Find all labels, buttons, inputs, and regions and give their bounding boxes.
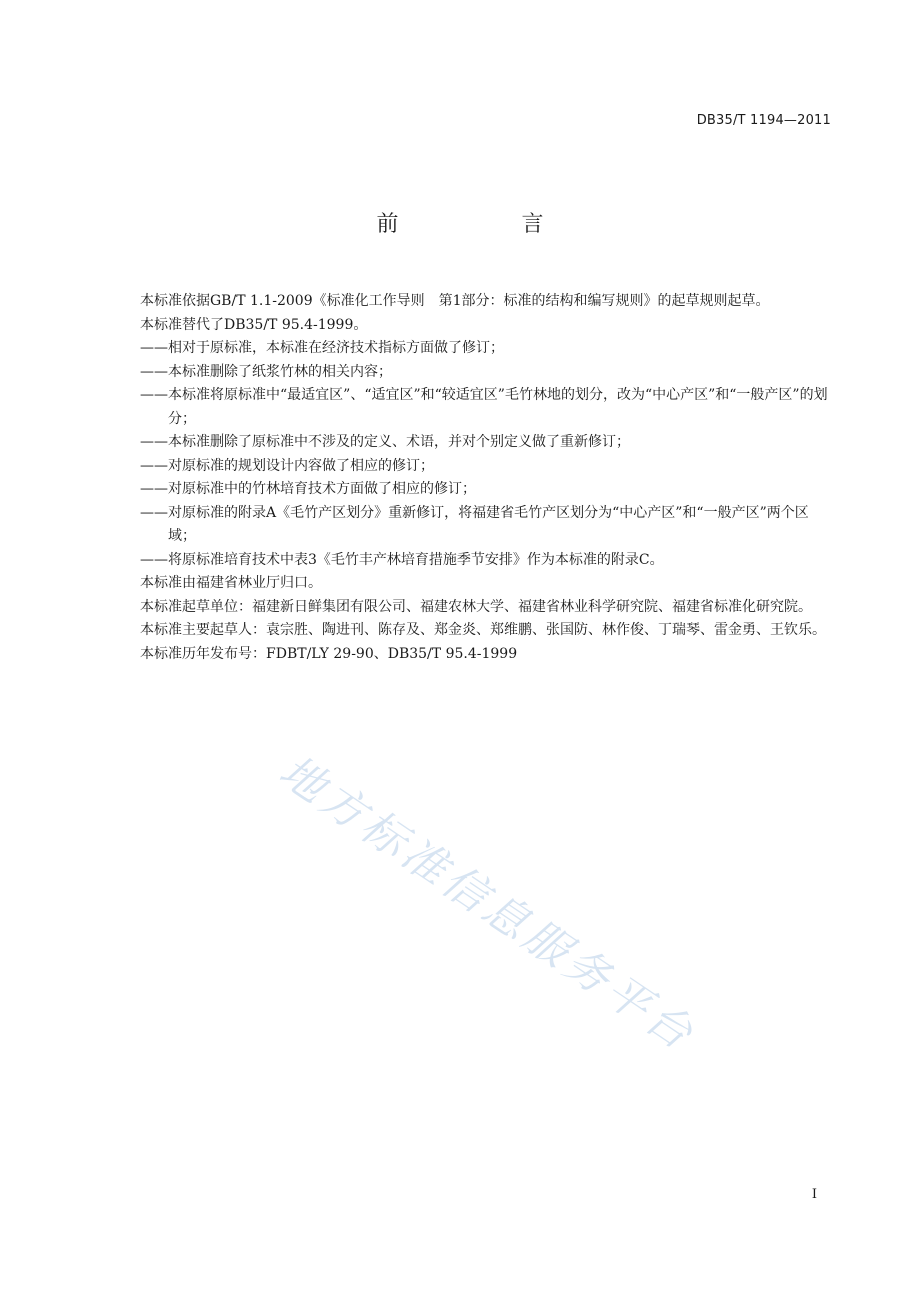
page-number: I [811, 1187, 817, 1202]
paragraph-drafting-units: 本标准起草单位：福建新日鲜集团有限公司、福建农林大学、福建省林业科学研究院、福建省标准化研究院。 [140, 598, 812, 615]
watermark: 地方标准信息服务平台 [270, 745, 705, 1062]
change-item: ——本标准删除了原标准中不涉及的定义、术语，并对个别定义做了重新修订； [140, 434, 630, 450]
change-item: ——将原标准培育技术中表3《毛竹丰产林培育措施季节安排》作为本标准的附录C。 [140, 551, 664, 568]
foreword-body [112, 290, 832, 666]
change-item: ——相对于原标准，本标准在经济技术指标方面做了修订； [140, 340, 504, 356]
paragraph-authority: 本标准由福建省林业厅归口。 [140, 575, 322, 591]
page-title: 前 言 [376, 212, 602, 237]
paragraph-history: 本标准历年发布号：FDBT/LY 29-90、DB35/T 95.4-1999 [140, 645, 518, 662]
paragraph-replacement: 本标准替代了DB35/T 95.4-1999。 [140, 316, 368, 333]
paragraph-drafting-basis: 本标准依据GB/T 1.1-2009《标准化工作导则 第1部分：标准的结构和编写规则》的起草规则起草。 [140, 293, 770, 309]
standard-code: DB35/T 1194—2011 [696, 113, 831, 128]
change-item: ——对原标准的规划设计内容做了相应的修订； [140, 457, 434, 474]
change-item: ——对原标准的附录A《毛竹产区划分》重新修订，将福建省毛竹产区划分为“中心产区”和“一般产区”两个区域； [140, 504, 809, 544]
change-item: ——本标准将原标准中“最适宜区”、“适宜区”和“较适宜区”毛竹林地的划分，改为“中心产区”和“一般产区”的划分； [140, 387, 828, 427]
change-item: ——对原标准中的竹林培育技术方面做了相应的修订； [140, 481, 476, 497]
change-item: ——本标准删除了纸浆竹林的相关内容； [140, 363, 392, 380]
paragraph-drafters: 本标准主要起草人：袁宗胜、陶进刊、陈存及、郑金炎、郑维鹏、张国防、林作俊、丁瑞琴、雷金勇、王钦乐。 [140, 622, 826, 638]
